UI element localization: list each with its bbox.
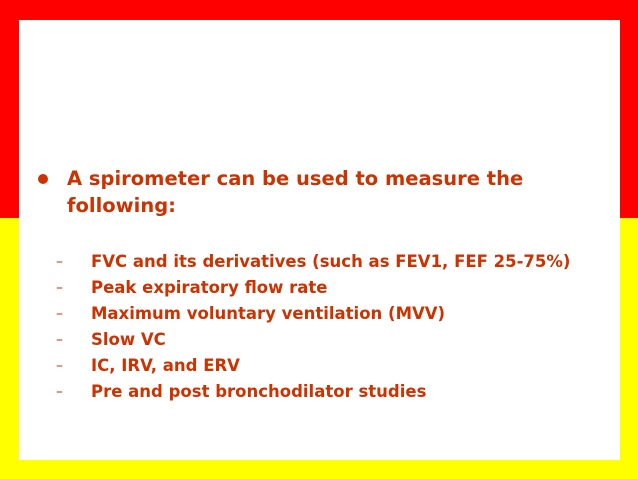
sub-bullet-text: Peak expiratory flow rate (91, 278, 328, 297)
dash-icon: – (56, 306, 63, 322)
sub-bullet-item (56, 276, 576, 300)
sub-bullet-item (56, 328, 576, 352)
sub-bullet-list (56, 250, 576, 406)
sub-bullet-text: Pre and post bronchodilator studies (91, 382, 427, 401)
sub-bullet-item (56, 354, 576, 378)
main-bullet (38, 165, 578, 219)
sub-bullet-text: FVC and its derivatives (such as FEV1, FEF 25-75%) (91, 252, 571, 271)
slide-content (19, 20, 620, 460)
dash-icon: – (56, 280, 63, 296)
sub-bullet-item (56, 302, 576, 326)
dash-icon: – (56, 358, 63, 374)
sub-bullet-item (56, 250, 576, 274)
dash-icon: – (56, 254, 63, 270)
main-bullet-text: A spirometer can be used to measure the following: (67, 167, 524, 217)
dash-icon: – (56, 384, 63, 400)
sub-bullet-item (56, 380, 576, 404)
sub-bullet-text: Maximum voluntary ventilation (MVV) (91, 304, 446, 323)
sub-bullet-text: Slow VC (91, 330, 166, 349)
dash-icon: – (56, 332, 63, 348)
sub-bullet-text: IC, IRV, and ERV (91, 356, 240, 375)
bullet-dot-icon (38, 174, 48, 184)
